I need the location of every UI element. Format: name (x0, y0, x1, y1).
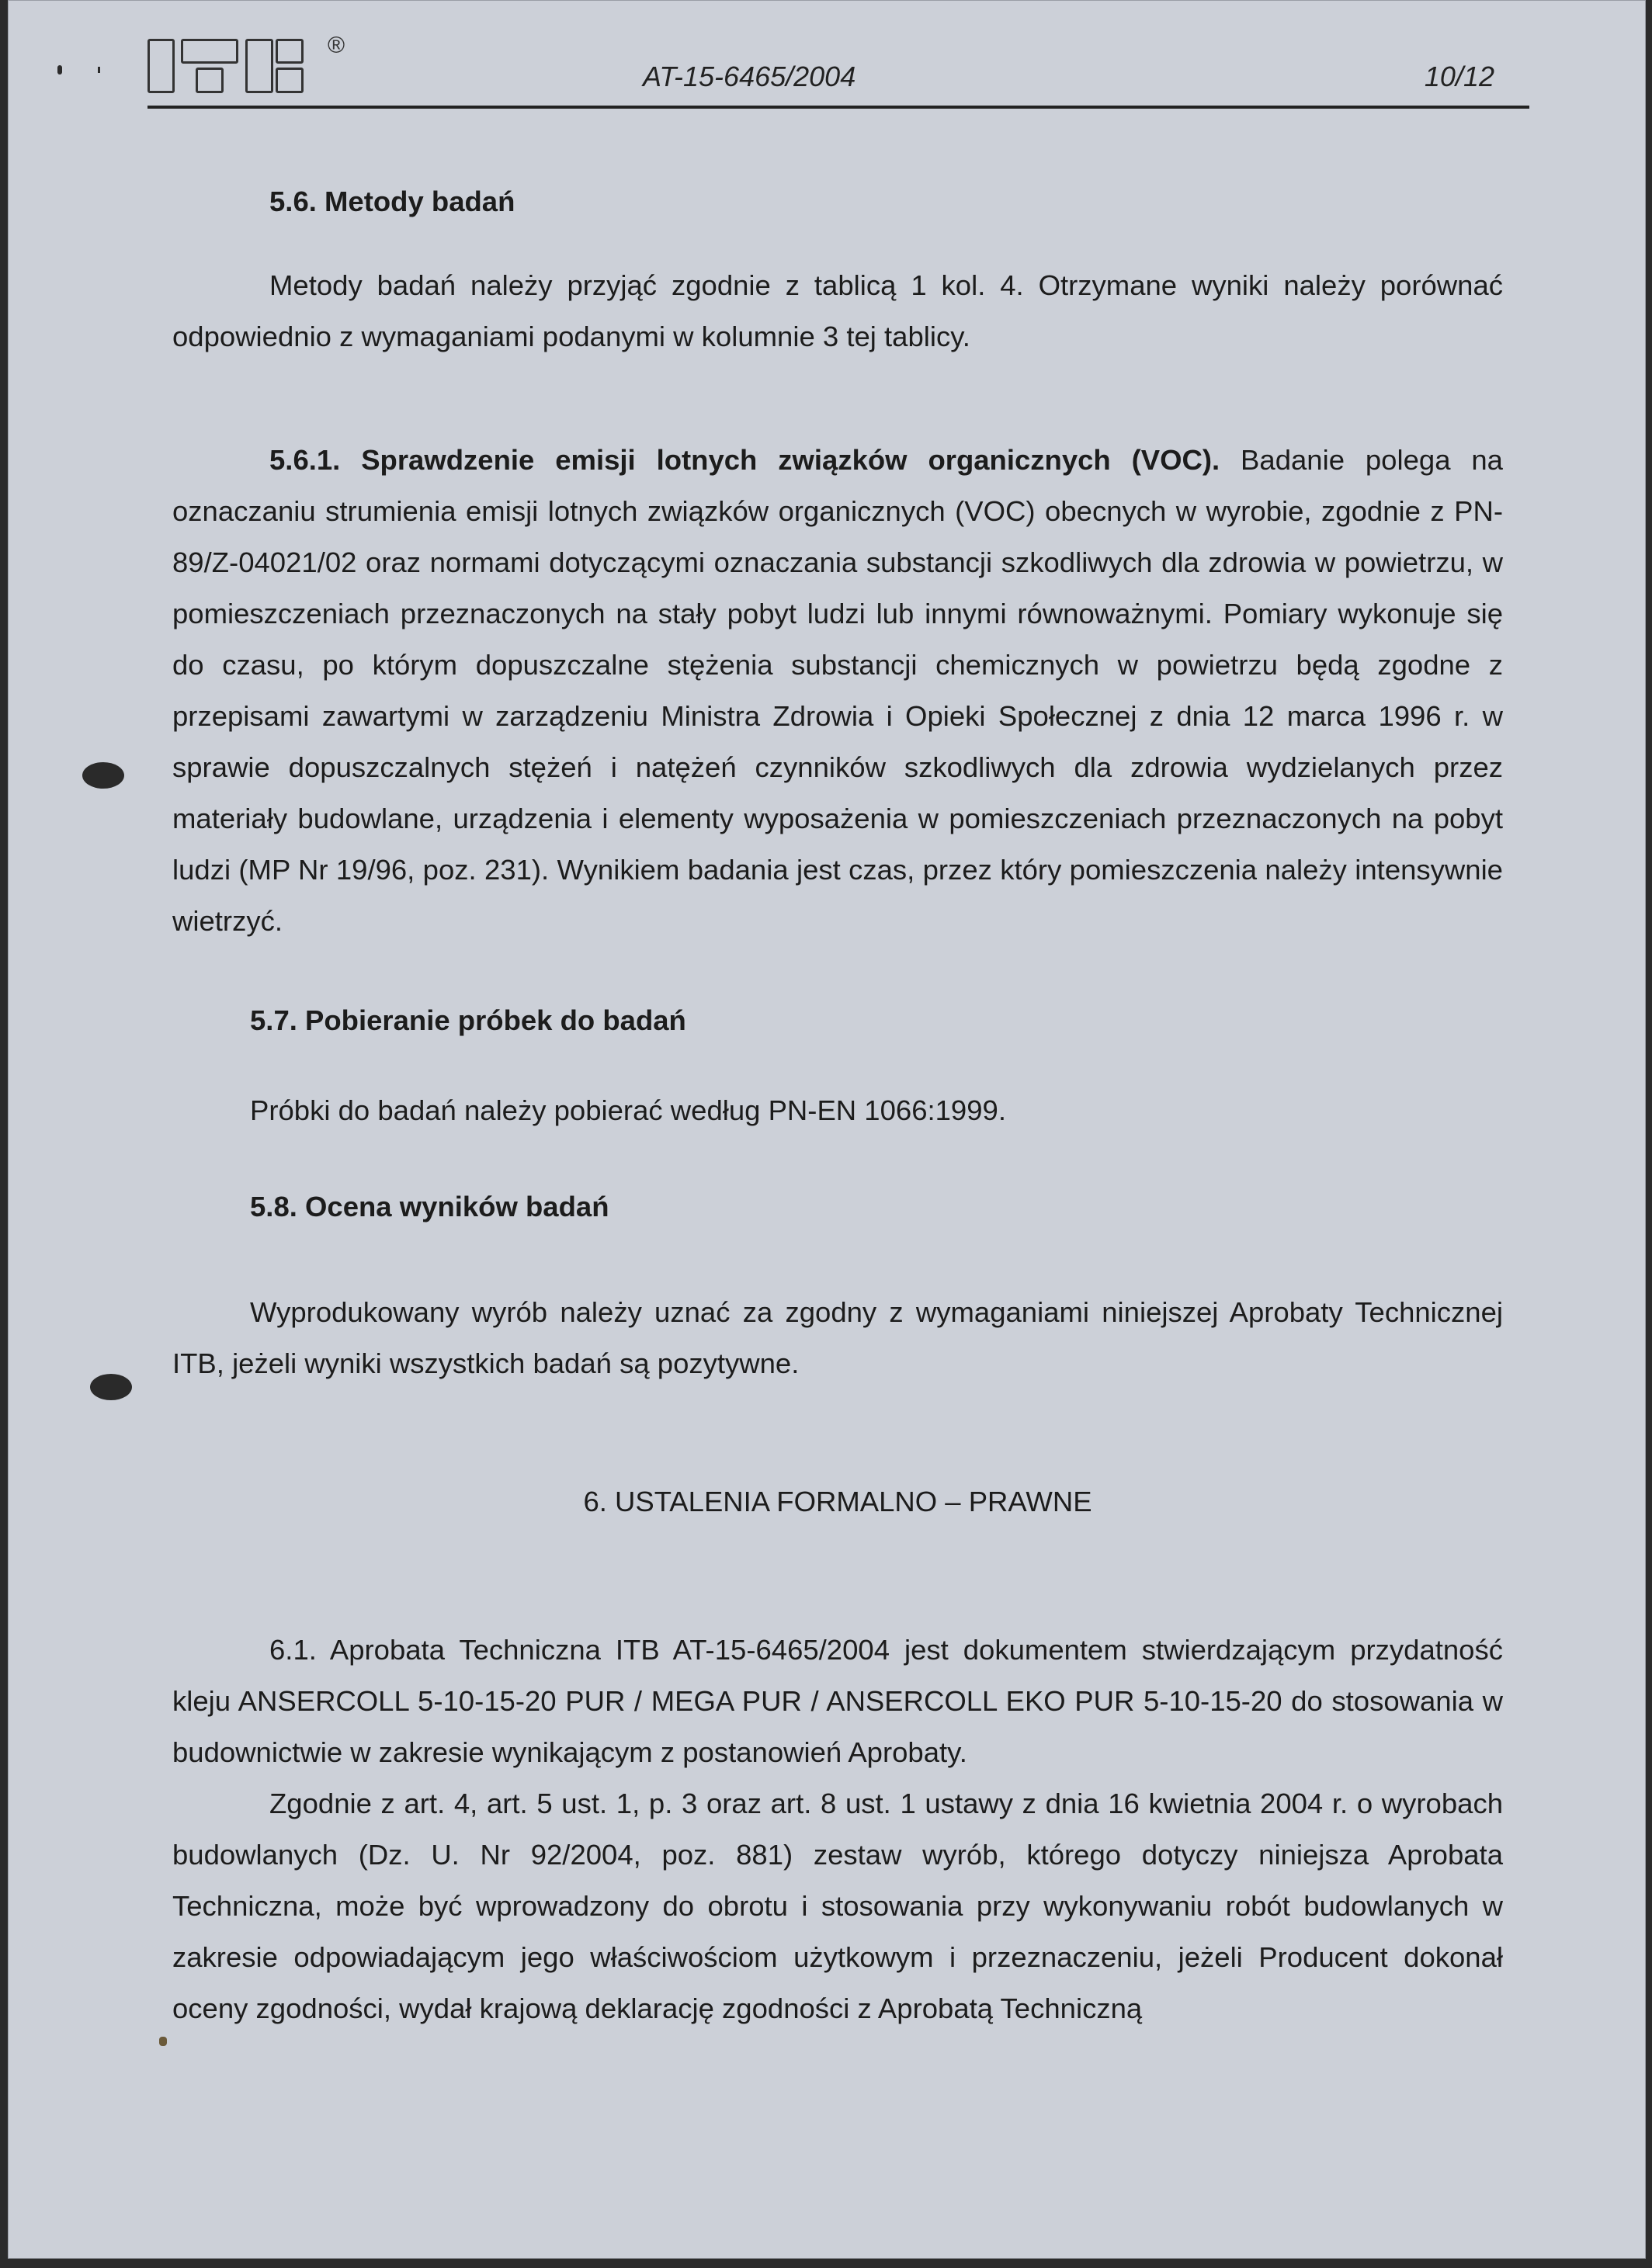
section-text: Badanie polega na oznaczaniu strumienia emisji lotnych związków organicznych (VOC) obecnych w wyrobie, zgodnie z PN-89/Z-04021/02 oraz normami dotyczącymi oznaczania substancji szkodliwych dla zdrowia w powietrzu, w pomieszczeniach przeznaczonych na stały pobyt ludzi lub innymi równoważnymi. Pomiary wykonuje się do czasu, po którym dopuszczalne stężenia substancji chemicznych w powietrzu będą zgodne z przepisami zawartymi w zarządzeniu Ministra Zdrowia i Opieki Społecznej z dnia 12 marca 1996 r. w sprawie dopuszczalnych stężeń i natężeń czynników szkodliwych dla zdrowia wydzielanych przez materiały budowlane, urządzenia i elementy wyposażenia w pomieszczeniach przeznaczonych na pobyt ludzi (MP Nr 19/96, poz. 231). Wynikiem badania jest czas, przez który pomieszczenia należy intensywnie wietrzyć. (172, 444, 1503, 937)
chapter-heading: 6. USTALENIA FORMALNO – PRAWNE (583, 1486, 1092, 1517)
section-5-6 (172, 176, 1503, 362)
section-paragraph (172, 435, 1503, 947)
punch-hole-top (82, 762, 124, 789)
registered-mark: ® (328, 33, 345, 58)
section-paragraph: Próbki do badań należy pobierać według PN-EN 1066:1999. (250, 1094, 1006, 1126)
scan-speck (57, 65, 62, 75)
section-5-8 (172, 1181, 1503, 1389)
document-page (8, 0, 1646, 2259)
scan-speck (98, 67, 100, 73)
section-paragraph: Metody badań należy przyjąć zgodnie z tablicą 1 kol. 4. Otrzymane wyniki należy porównać odpowiednio z wymaganiami podanymi w kolumnie 3 tej tablicy. (172, 269, 1503, 352)
section-6-1 (172, 1625, 1503, 2034)
header-rule (148, 106, 1529, 109)
document-number: AT-15-6465/2004 (643, 61, 856, 92)
section-heading: 5.6.1. Sprawdzenie emisji lotnych związków organicznych (VOC). (269, 444, 1220, 476)
page-header (148, 29, 1529, 112)
punch-hole-bottom (90, 1374, 132, 1400)
section-heading: 5.8. Ocena wyników badań (250, 1191, 609, 1222)
section-paragraph (172, 1625, 1503, 1778)
itb-logo (148, 33, 345, 110)
section-heading: 5.7. Pobieranie próbek do badań (250, 1004, 686, 1036)
section-6 (172, 1476, 1503, 1528)
section-5-6-1 (172, 435, 1503, 947)
section-text: Aprobata Techniczna ITB AT-15-6465/2004 jest dokumentem stwierdzającym przydatność kleju ANSERCOLL 5-10-15-20 PUR / MEGA PUR / ANSERCOLL EKO PUR 5-10-15-20 do stosowania w budownictwie w zakresie wynikającym z postanowień Aprobaty. (172, 1634, 1503, 1768)
section-5-7 (172, 995, 1503, 1136)
section-paragraph: Wyprodukowany wyrób należy uznać za zgodny z wymaganiami niniejszej Aprobaty Technicznej ITB, jeżeli wyniki wszystkich badań są pozytywne. (172, 1296, 1503, 1379)
page-number: 10/12 (1424, 61, 1494, 92)
section-heading: 5.6. Metody badań (269, 186, 515, 217)
scan-speck (159, 2037, 167, 2046)
section-number: 6.1. (269, 1634, 317, 1666)
section-paragraph: Zgodnie z art. 4, art. 5 ust. 1, p. 3 oraz art. 8 ust. 1 ustawy z dnia 16 kwietnia 2004 r. o wyrobach budowlanych (Dz. U. Nr 92/2004, poz. 881) zestaw wyrób, którego dotyczy niniejsza Aprobata Techniczna, może być wprowadzony do obrotu i stosowania przy wykonywaniu robót budowlanych w zakresie odpowiadającym jego właściwościom użytkowym i przeznaczeniu, jeżeli Producent dokonał oceny zgodności, wydał krajową deklarację zgodności z Aprobatą Techniczną (172, 1788, 1503, 2024)
